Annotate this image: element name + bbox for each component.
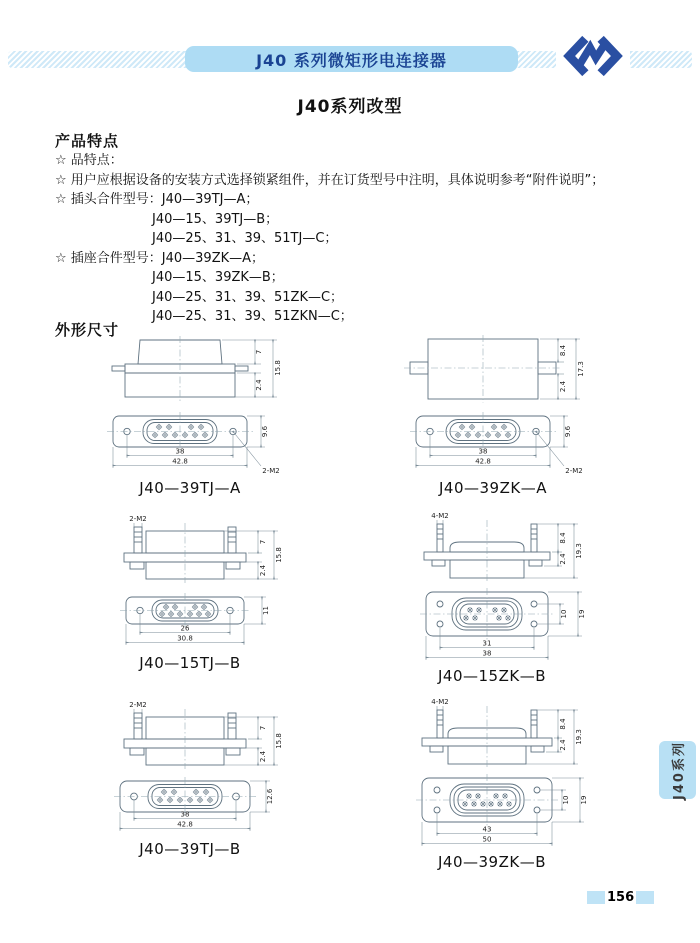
- dim-label: 38: [180, 810, 190, 819]
- side-view: [112, 336, 282, 401]
- footer-accent-right: [636, 891, 654, 904]
- drawing-cell-39zk-b: [392, 694, 592, 871]
- dim-label: 9.6: [564, 425, 572, 438]
- dim-label: 8.4: [559, 344, 567, 357]
- figure-39tj-a: [85, 334, 295, 476]
- header-title-pill: [185, 46, 518, 72]
- side-view: [404, 335, 585, 403]
- thread-label: 2-M2: [129, 701, 147, 709]
- dim-label: 2.4: [559, 380, 567, 393]
- side-view: [124, 515, 283, 583]
- side-view: [422, 698, 583, 768]
- thread-label: 2-M2: [565, 467, 583, 475]
- company-logo: [556, 33, 630, 79]
- page-footer: [587, 890, 654, 905]
- dim-label: 2.4: [255, 379, 263, 391]
- dim-label: 2.4: [559, 553, 567, 565]
- dimensions-heading: 外形尺寸: [55, 321, 120, 339]
- page-title: J40系列改型: [297, 97, 403, 117]
- feature-list: [55, 151, 675, 327]
- dim-label: 19.3: [575, 543, 583, 559]
- dim-label: 10: [560, 609, 568, 619]
- dim-label: 7: [259, 539, 267, 545]
- figure-39zk-a: [388, 334, 598, 476]
- dim-label: 19: [578, 609, 586, 619]
- feature-line: J40—15、39TJ—B；: [152, 211, 279, 227]
- feature-line: ☆ 用户应根据设备的安装方式选择锁紧组件，并在订货型号中注明，具体说明参考“附件说明”；: [55, 172, 605, 188]
- features-heading: 产品特点: [55, 132, 120, 150]
- front-view: [107, 412, 280, 475]
- feature-line: J40—25、31、39、51TJ—C；: [152, 231, 338, 246]
- series-side-tab: [659, 741, 696, 799]
- drawing-cell-39tj-a: [85, 334, 295, 497]
- dim-label: 2.4: [559, 739, 567, 751]
- feature-line: ☆ 插头合件型号：J40—39TJ—A；: [55, 192, 259, 207]
- figure-15tj-b: [90, 511, 290, 651]
- dim-label: 38: [482, 649, 492, 658]
- dim-label: 10: [562, 795, 570, 805]
- series-side-tab-label: J40系列: [672, 740, 687, 800]
- side-view: [424, 512, 583, 582]
- dim-label: 42.8: [172, 457, 188, 466]
- feature-line: ☆ 品特点：: [55, 153, 123, 168]
- dim-label: 8.4: [559, 532, 567, 544]
- feature-line: J40—25、31、39、51ZK—C；: [152, 289, 344, 305]
- figure-caption: J40—39ZK—A: [439, 479, 547, 497]
- dim-label: 42.8: [475, 457, 491, 466]
- figure-caption: J40—39TJ—B: [139, 840, 241, 858]
- dim-label: 43: [482, 825, 492, 834]
- front-view: [416, 774, 588, 846]
- dim-label: 2.4: [259, 750, 267, 763]
- figure-caption: J40—15TJ—B: [139, 654, 241, 672]
- drawing-cell-15zk-b: [392, 508, 592, 685]
- thread-label: 4-M2: [431, 512, 449, 520]
- dim-label: 12.6: [266, 788, 274, 805]
- front-view: [120, 593, 270, 645]
- dim-label: 15.8: [275, 733, 283, 749]
- dim-label: 11: [262, 606, 270, 615]
- figure-caption: J40—39TJ—A: [139, 479, 241, 497]
- dim-label: 19.3: [575, 729, 583, 745]
- footer-accent-left: [587, 891, 605, 904]
- dim-label: 42.8: [177, 820, 193, 829]
- figure-caption: J40—39ZK—B: [437, 853, 546, 871]
- front-view: [114, 777, 274, 831]
- drawing-cell-39tj-b: [90, 697, 290, 858]
- figure-39tj-b: [90, 697, 290, 837]
- figure-caption: J40—15ZK—B: [437, 667, 546, 685]
- drawing-cell-39zk-a: [388, 334, 598, 497]
- dim-label: 7: [255, 349, 263, 355]
- chevron-wave-logo-icon: [560, 34, 626, 78]
- front-view: [410, 412, 583, 475]
- dim-label: 31: [482, 639, 492, 648]
- side-view: [124, 701, 283, 769]
- feature-line: J40—15、39ZK—B；: [152, 270, 284, 285]
- drawing-cell-15tj-b: [90, 511, 290, 672]
- dim-label: 2.4: [259, 564, 267, 577]
- feature-line: J40—25、31、39、51ZKN—C；: [152, 309, 353, 324]
- dim-label: 7: [259, 725, 267, 731]
- dim-label: 38: [175, 447, 185, 456]
- page-number: 156: [607, 890, 635, 905]
- figure-15zk-b: [392, 508, 592, 664]
- dim-label: 38: [478, 447, 488, 456]
- thread-label: 4-M2: [431, 698, 449, 706]
- feature-line: ☆ 插座合件型号：J40—39ZK—A；: [55, 250, 265, 266]
- dim-label: 17.3: [577, 361, 585, 377]
- thread-label: 2-M2: [262, 467, 280, 475]
- dim-label: 19: [580, 795, 588, 805]
- front-view: [420, 588, 586, 660]
- dim-label: 15.8: [274, 360, 282, 376]
- dim-label: 9.6: [261, 425, 269, 438]
- dim-label: 30.8: [177, 634, 193, 643]
- dim-label: 26: [180, 624, 190, 633]
- dim-label: 50: [482, 835, 492, 844]
- figure-39zk-b: [392, 694, 592, 850]
- dim-label: 8.4: [559, 718, 567, 730]
- header-title: J40 系列微矩形电连接器: [256, 50, 447, 70]
- thread-label: 2-M2: [129, 515, 147, 523]
- dim-label: 15.8: [275, 547, 283, 563]
